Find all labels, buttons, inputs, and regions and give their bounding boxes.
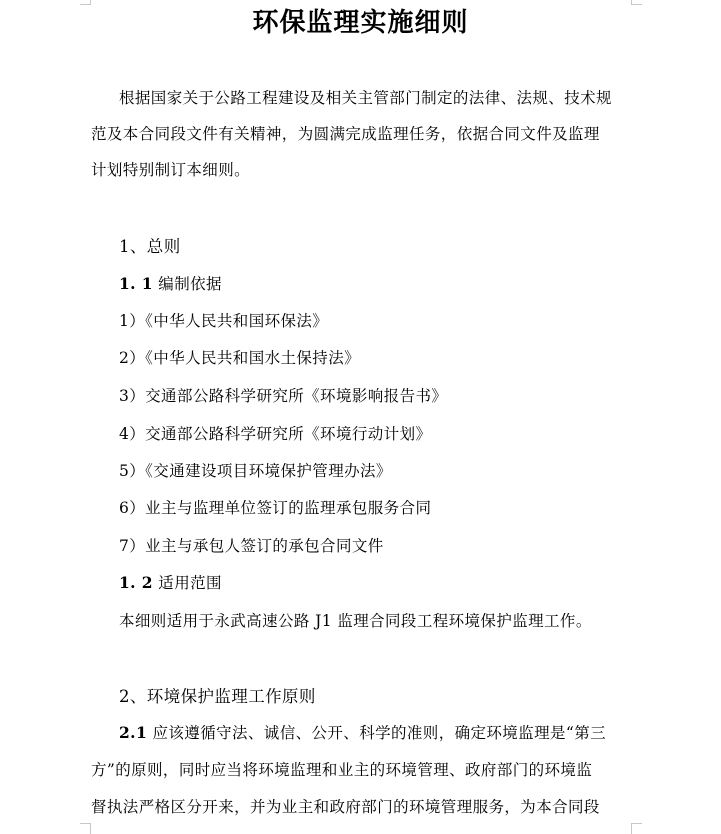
subsection-2-1-number: 2.1 [119,723,148,742]
basis-item-7: 7）业主与承包人签订的承包合同文件 [119,537,384,555]
principle-2-1-line-2: 方”的原则，同时应当将环境监理和业主的环境管理、政府部门的环境监 [91,761,593,779]
principle-2-1-line-3: 督执法严格区分开来，并为业主和政府部门的环境管理服务，为本合同段 [91,798,600,816]
basis-item-5: 5）《交通建设项目环境保护管理办法》 [119,462,392,480]
section-1-heading: 1、总则 [119,237,181,256]
scope-text: 本细则适用于永武高速公路 J1 监理合同段工程环境保护监理工作。 [119,612,592,630]
basis-item-6: 6）业主与监理单位签订的监理承包服务合同 [119,499,432,517]
subsection-1-2-heading [119,571,222,595]
subsection-1-2-title: 适用范围 [158,574,222,592]
subsection-1-1-title: 编制依据 [158,275,222,293]
principle-2-1-line-1 [119,721,606,745]
crop-mark-bottom-right [631,823,642,834]
basis-item-2: 2）《中华人民共和国水土保持法》 [119,349,361,367]
basis-item-3: 3）交通部公路科学研究所《环境影响报告书》 [119,387,448,405]
intro-line-1: 根据国家关于公路工程建设及相关主管部门制定的法律、法规、技术规 [119,89,612,107]
crop-mark-bottom-left [80,823,91,834]
intro-line-2: 范及本合同段文件有关精神，为圆满完成监理任务，依据合同文件及监理 [91,125,600,143]
subsection-1-1-number: 1. 1 [119,274,153,293]
principle-2-1-text-1: 应该遵循守法、诚信、公开、科学的准则，确定环境监理是“第三 [152,724,607,742]
basis-item-1: 1）《中华人民共和国环保法》 [119,312,329,330]
section-2-heading: 2、环境保护监理工作原则 [119,687,316,706]
intro-line-3: 计划特别制订本细则。 [91,161,251,179]
basis-item-4: 4）交通部公路科学研究所《环境行动计划》 [119,425,432,443]
document-title: 环保监理实施细则 [252,8,469,38]
subsection-1-2-number: 1. 2 [119,573,153,592]
subsection-1-1-heading [119,272,222,296]
